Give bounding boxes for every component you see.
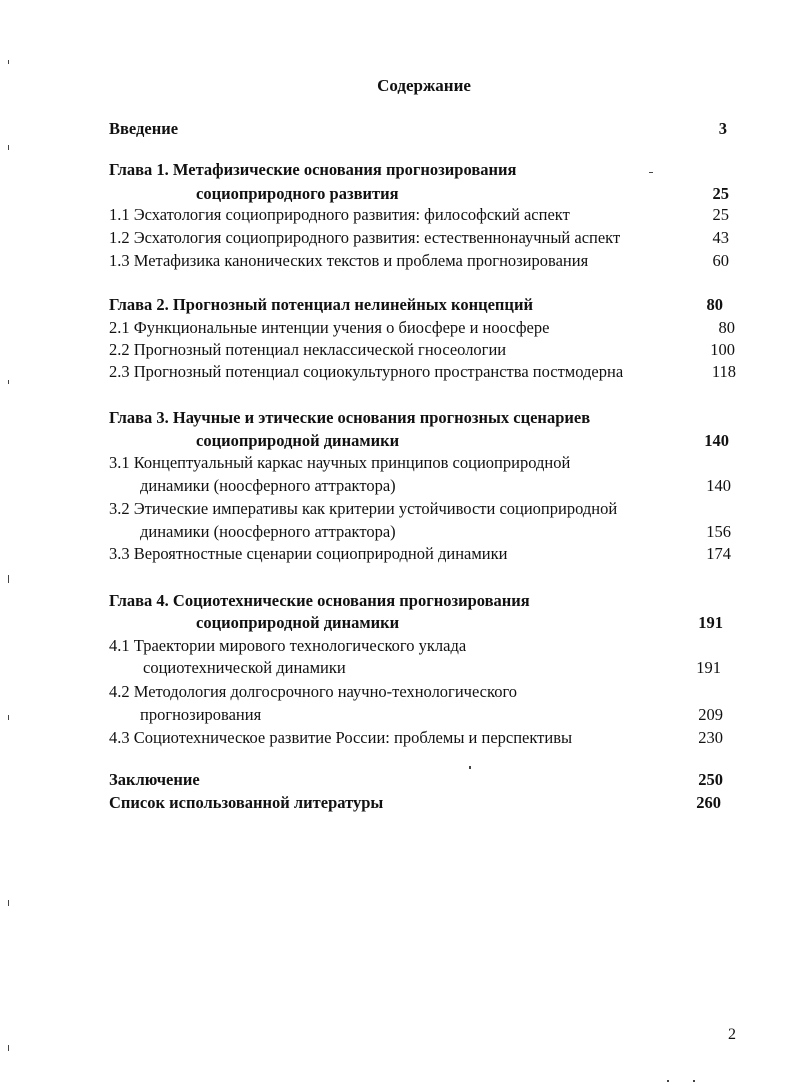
toc-ch1-s1-page: 25 [712,205,729,224]
toc-ch2-title: Глава 2. Прогнозный потенциал нелинейных концепций [109,295,533,314]
toc-conclusion-page: 250 [698,770,723,789]
toc-ch4-s1-label-cont: социотехнической динамики [143,658,346,677]
toc-ch3-title: Глава 3. Научные и этические основания прогнозных сценариев [109,408,591,427]
toc-ch3-s1-page: 140 [706,476,731,495]
toc-ch3-s2-page: 156 [706,522,731,541]
toc-ch4-s1-page: 191 [696,658,721,677]
toc-ch4-s3-page: 230 [698,728,723,747]
toc-ch3-s1-label-cont: динамики (ноосферного аттрактора) [140,476,396,495]
toc-ch2-s3-page: 118 [711,362,736,381]
toc-ch2-s3-label: 2.3 Прогнозный потенциал социокультурного пространства постмодерна [109,362,624,381]
toc-references-page: 260 [696,793,721,812]
toc-ch3-s2-label: 3.2 Этические императивы как критерии устойчивости социоприродной [109,499,618,518]
scan-speck [693,1080,695,1082]
toc-ch4-title-cont: социоприродной динамики [196,613,400,632]
toc-ch3-s3-page: 174 [706,544,731,563]
scan-speck [8,380,9,384]
toc-intro-label: Введение [109,119,179,138]
toc-ch4-s2-label: 4.2 Методология долгосрочного научно-технологического [109,682,518,701]
scan-speck [8,715,9,720]
toc-ch3-page: 140 [704,431,729,450]
scan-speck [8,900,9,906]
toc-ch1-title-cont: социоприродного развития [196,184,399,203]
page-title: Содержание [377,76,471,95]
page-number: 2 [728,1026,736,1043]
toc-ch1-s2-label: 1.2 Эсхатология социоприродного развития: естественнонаучный аспект [109,228,621,247]
toc-ch1-s3-page: 60 [712,251,729,270]
scan-speck [8,145,9,150]
toc-ch2-page: 80 [706,295,723,314]
scan-speck [8,60,9,64]
toc-ch1-s3-label: 1.3 Метафизика канонических текстов и проблема прогнозирования [109,251,589,270]
toc-ch2-s1-page: 80 [718,318,735,337]
toc-ch4-page: 191 [698,613,723,632]
toc-ch2-s1-label: 2.1 Функциональные интенции учения о биосфере и ноосфере [109,318,550,337]
toc-ch4-s2-label-cont: прогнозирования [140,705,262,724]
toc-ch3-title-cont: социоприродной динамики [196,431,400,450]
toc-ch1-title: Глава 1. Метафизические основания прогнозирования [109,160,517,179]
scan-speck [8,1045,9,1051]
toc-references-label: Список использованной литературы [109,793,384,812]
toc-ch1-page: 25 [712,184,729,203]
scan-speck [469,766,471,769]
toc-ch1-s1-label: 1.1 Эсхатология социоприродного развития: философский аспект [109,205,570,224]
toc-ch2-s2-label: 2.2 Прогнозный потенциал неклассической гносеологии [109,340,507,359]
toc-intro-page: 3 [718,119,727,138]
toc-ch4-s2-page: 209 [698,705,723,724]
toc-ch4-s3-label: 4.3 Социотехническое развитие России: проблемы и перспективы [109,728,573,747]
scan-speck [667,1080,669,1082]
toc-conclusion-label: Заключение [109,770,200,789]
toc-ch3-s1-label: 3.1 Концептуальный каркас научных принципов социоприродной [109,453,571,472]
toc-ch3-s2-label-cont: динамики (ноосферного аттрактора) [140,522,396,541]
toc-ch4-s1-label: 4.1 Траектории мирового технологического уклада [109,636,467,655]
scan-speck [649,172,653,173]
toc-ch2-s2-page: 100 [710,340,735,359]
toc-ch3-s3-label: 3.3 Вероятностные сценарии социоприродной динамики [109,544,508,563]
toc-ch1-s2-page: 43 [712,228,729,247]
toc-ch4-title: Глава 4. Социотехнические основания прогнозирования [109,591,530,610]
scan-speck [8,575,9,583]
